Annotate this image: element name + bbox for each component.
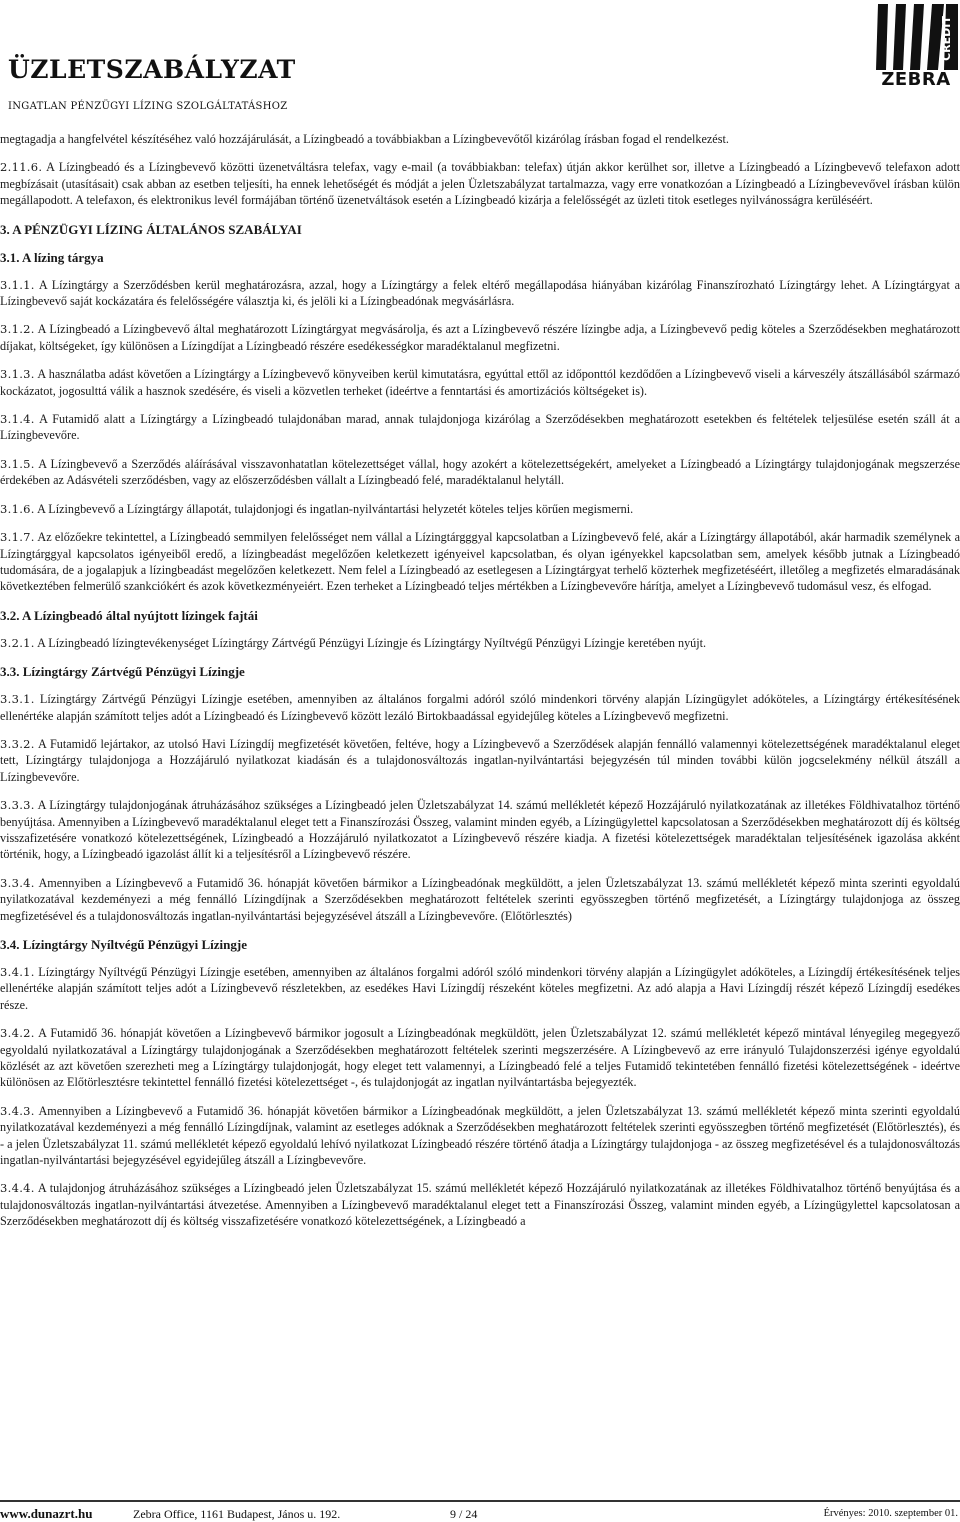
- paragraph-3-4-2: 3.4.2. A Futamidő 36. hónapját követően a Lízingbevevő bármikor jogosult a Lízingbeadónak megküldött, jelen Üzletszabályzat 12. számú mellékletét képező mintával lényegileg megegyező egyoldalú nyilatkozatával a Lízingtárgy tulajdonjogának a Szerződésekben meghatározott feltételek szerinti megszerzésére. A Lízingbevevő az erre irányuló Tulajdonszerzési igénye egyoldalú közlését az azt követően szerezheti meg a Lízingtárgy tulajdonjogát, hogy eleget tett valamennyi, a Lízingbeadó felé a teljes Futamidő tekintetében fennálló fizetési kötelezettségének - ideértve különösen az Előtörlesztésre tekintettel fennálló fizetési kötelezettséget -, és tulajdonjogát az ingatlan nyilvántartásba bejegyezték.: [0, 1026, 960, 1090]
- document-body: [0, 131, 960, 1242]
- paragraph-3-3-3: 3.3.3. A Lízingtárgy tulajdonjogának átruházásához szükséges a Lízingbeadó jelen Üzletszabályzat 14. számú mellékletét képező Hozzájáruló nyilatkozatának az illetékes Földhivatalhoz történő benyújtása. Amennyiben a Lízingbevevő maradéktalanul eleget tett a Finanszírozási Összeg, valamint minden egyéb, a Lízingügylettel kapcsolatosan a Szerződésekben meghatározott díj és költség visszafizetésére vonatkozó kötelezettségének, Lízingbeadó a Hozzájáruló nyilatkozatot a Lízingbevevő részére kiadja. A fizetési kötelezettségek maradéktalan teljesítésének igazolása akként történik, hogy, a Lízingbeadó igazolást állít ki a teljesítésről a Lízingbevevő részére.: [0, 798, 960, 862]
- paragraph-3-1-7: 3.1.7. Az előzőekre tekintettel, a Lízingbeadó semmilyen felelősséget nem vállal a Lízingtárgggyal kapcsolatban a Lízingbevevő felé, akár a Lízingtárgy állapotából, akár harmadik személynek a Lízingtárggyal kapcsolatos igényeiből eredő, a lízingbeadást megelőzően keletkezett igényeivel kapcsolatban, és olyan igényekkel kapcsolatban sem, amelyek később jutnak a Lízingbeadó tudomására, de a jogalapjuk a lízingbeadást megelőzően keletkezett. Nem felel a Lízingbeadó az esetlegesen a Lízingtárgyat terhelő közterhek megfizetéséért, illetőleg a megfizetés elmaradásának következtében felmerülő szankciókért és azok következményeiért. Ezen terheket a Lízingbeadó teljes mértékben a Lízingbevevőre hárítja, amelyet a Lízingbevevő tudomásul vesz, és elfogad.: [0, 530, 960, 594]
- paragraph-3-1-4: 3.1.4. A Futamidő alatt a Lízingtárgy a Lízingbeadó tulajdonában marad, annak tulajdonjoga kizárólag a Szerződésekben meghatározott esetekben és feltételek teljesülése esetén száll át a Lízingbevevőre.: [0, 412, 960, 443]
- page-number: 9 / 24: [450, 1507, 478, 1521]
- section-heading-3-1: 3.1. A lízing tárgya: [0, 249, 104, 265]
- logo-zebra-text: ZEBRA: [881, 69, 951, 90]
- paragraph-3-1-5: 3.1.5. A Lízingbevevő a Szerződés aláírásával visszavonhatatlan kötelezettséget vállal, hogy azokért a kötelezettségekért, amelyeket a Lízingbeadó a Lízingtárgy tulajdonjogának megszerzése érdekében az Adásvételi szerződésben, vagy az előszerződésben vállalt a Lízingbeadó felé, maradéktalanul helytáll.: [0, 456, 960, 488]
- paragraph-3-1-2: 3.1.2. A Lízingbeadó a Lízingbevevő által meghatározott Lízingtárgyat megvásárolja, és azt a Lízingbevevő részére lízingbe adja, a Lízingbevevő pedig köteles a Szerződésekben meghatározott díjakat, költségeket, így különösen a Lízingdíjat a Lízingbeadó részére esedékességkor maradéktalanul megfizetni.: [0, 322, 960, 353]
- paragraph-3-3-4: 3.3.4. Amennyiben a Lízingbevevő a Futamidő 36. hónapját követően bármikor a Lízingbeadónak megküldött, a jelen Üzletszabályzat 13. számú mellékletét képező minta szerinti egyoldalú nyilatkozatával kezdeményezi a még fennálló Lízingdíjnak a Szerződésekben meghatározott feltételek szerinti egyösszegben történő megfizetését, a Lízingtárgy tulajdonjoga az összeg megfizetésével és a tulajdonosváltozás ingatlan-nyilvántartási bejegyzésével átszáll a Lízingbevevőre. (Előtörlesztés): [0, 875, 960, 923]
- footer-address: Zebra Office, 1161 Budapest, János u. 192.: [133, 1507, 341, 1521]
- section-heading-3-4: 3.4. Lízingtárgy Nyíltvégű Pénzügyi Lízingje: [0, 937, 247, 952]
- document-title: ÜZLETSZABÁLYZAT: [8, 55, 296, 84]
- paragraph-3-4-1: 3.4.1. Lízingtárgy Nyíltvégű Pénzügyi Lízingje esetében, amennyiben az általános forgalmi adóról szóló mindenkori törvény alapján a Lízingügylet adóköteles, a Lízingdíj értékesítésének teljes ellenértéke alapján számított teljes adót a Lízingbevevő részletekben, az esedékes Havi Lízingdíj részeként köteles megfizetni. Az adó alapja a Havi Lízingdíj részét képező Lízingdíj esedékes része.: [0, 965, 960, 1012]
- paragraph: megtagadja a hangfelvétel készítéséhez való hozzájárulását, a Lízingbeadó a továbbiakban a Lízingbevevőtől kizárólag írásban fogad el rendelkezést.: [0, 132, 729, 146]
- zebra-credit-logo: [874, 4, 958, 90]
- paragraph-3-4-4: 3.4.4. A tulajdonjog átruházásához szükséges a Lízingbeadó jelen Üzletszabályzat 15. számú mellékletét képező Hozzájáruló nyilatkozatának az illetékes Földhivatalhoz történő benyújtása és a tulajdonosváltozás ingatlan-nyilvántartási átvezetése. Amennyiben a Lízingbevevő maradéktalanul eleget tett a Finanszírozási Összeg, valamint minden egyéb, a Lízingügylettel kapcsolatosan a Szerződésekben meghatározott díj és költség visszafizetésére vonatkozó kötelezettségének, a Lízingbeadó a: [0, 1181, 960, 1229]
- footer-divider: [0, 1500, 960, 1502]
- validity-date: Érvényes: 2010. szeptember 01.: [823, 1508, 958, 1519]
- paragraph-3-1-3: 3.1.3. A használatba adást követően a Lízingtárgy a Lízingbevevő könyveiben kerül kimutatásra, egyúttal ettől az időponttól kezdődően a Lízingbevevő viseli a kárveszély átszállásából származó kockázatot, jogosulttá válik a hasznok szedésére, és viseli a közvetlen terheket (ideértve a fenntartási és amortizációs költségeket is).: [0, 367, 960, 398]
- document-subtitle: INGATLAN PÉNZÜGYI LÍZING SZOLGÁLTATÁSHOZ: [8, 101, 288, 112]
- paragraph-3-3-2: 3.3.2. A Futamidő lejártakor, az utolsó Havi Lízingdíj megfizetését követően, feltéve, hogy a Lízingbevevő a Szerződések alapján fennálló valamennyi kötelezettségének maradéktalanul eleget tett, Lízingtárgy tulajdonjoga a Hozzájáruló nyilatkozat kiadásán és a tulajdonosváltozás ingatlan-nyilvántartási bejegyzésén túl minden további külön jogcselekmény nélkül átszáll a Lízingbevevőre.: [0, 736, 960, 784]
- page-header: [0, 0, 960, 120]
- logo-credit-text: CREDIT: [939, 15, 953, 61]
- paragraph-3-4-3: 3.4.3. Amennyiben a Lízingbevevő a Futamidő 36. hónapját követően bármikor a Lízingbeadónak megküldött, a jelen Üzletszabályzat 13. számú mellékletét képező minta szerinti egyoldalú nyilatkozatával kezdeményezi a még fennálló Lízingdíjnak, valamint az esetleges adóknak a Szerződésekben meghatározott feltételek szerinti egyösszegben történő megfizetését (Előtörlesztés), és - a jelen Üzletszabályzat 11. számú mellékletét képező egyoldalú lehívó nyilatkozat Lízingbeadó részére történő átadja a Lízingtárgy tulajdonjoga - az összeg megfizetésével és a tulajdonosváltozás ingatlan-nyilvántartási bejegyzésével egyidejűleg átszáll a Lízingbevevőre.: [0, 1103, 960, 1168]
- paragraph-3-3-1: 3.3.1. Lízingtárgy Zártvégű Pénzügyi Lízingje esetében, amennyiben az általános forgalmi adóról szóló mindenkori törvény alapján Lízingügylet adóköteles, a Lízingtárgy értékesítésének ellenértéke alapján számított teljes adót a Lízingbeadó és Lízingbevevő között lezáló Birtokbaadással egyidejűleg köteles a Lízingbevevő megfizetni.: [0, 692, 960, 723]
- paragraph-3-1-1: 3.1.1. A Lízingtárgy a Szerződésben kerül meghatározásra, azzal, hogy a Lízingtárgy a felek eltérő megállapodása hiányában kizárólag Finanszírozható Lízingtárgy lehet. A Lízingtárgyat a Lízingbevevő saját kockázatára és felelősségére választja ki, és jelöli ki a Lízingbeadónak megvásárlásra.: [0, 277, 960, 309]
- paragraph-3-1-6: 3.1.6. A Lízingbevevő a Lízingtárgy állapotát, tulajdonjogi és ingatlan-nyilvántartási helyzetét köteles teljes körűen megismerni.: [0, 501, 634, 516]
- section-heading-3: 3. A PÉNZÜGYI LÍZING ÁLTALÁNOS SZABÁLYAI: [0, 221, 302, 237]
- section-heading-3-3: 3.3. Lízingtárgy Zártvégű Pénzügyi Lízingje: [0, 664, 245, 680]
- section-heading-3-2: 3.2. A Lízingbeadó által nyújtott lízingek fajtái: [0, 607, 258, 623]
- paragraph-2-11-6: 2.11.6. A Lízingbeadó és a Lízingbevevő közötti üzenetváltásra telefax, vagy e-mail (a továbbiakban: telefax) útján akkor kerülhet sor, illetve a Lízingbeadó a Lízingbevevő telefaxon adott megbízásait (utasításait) csak abban az esetben teljesíti, ha ennek lehetőségét és módját a jelen Üzletszabályzat tartalmazza, vagy erre vonatkozóan a Lízingbeadó a Lízingbevevővel írásban külön megállapodott. A telefaxon, és elektronikus levél formájában történő üzenetváltások esetén a Lízingbeadó kizárja a felelősségét az üzleti titok esetleges nyilvánosságra kerüléséért.: [0, 160, 960, 208]
- paragraph-3-2-1: 3.2.1. A Lízingbeadó lízingtevékenységet Lízingtárgy Zártvégű Pénzügyi Lízingje és Lízingtárgy Nyíltvégű Pénzügyi Lízingje keretében nyújt.: [0, 635, 707, 650]
- footer-website-link[interactable]: www.dunazrt.hu: [0, 1506, 93, 1521]
